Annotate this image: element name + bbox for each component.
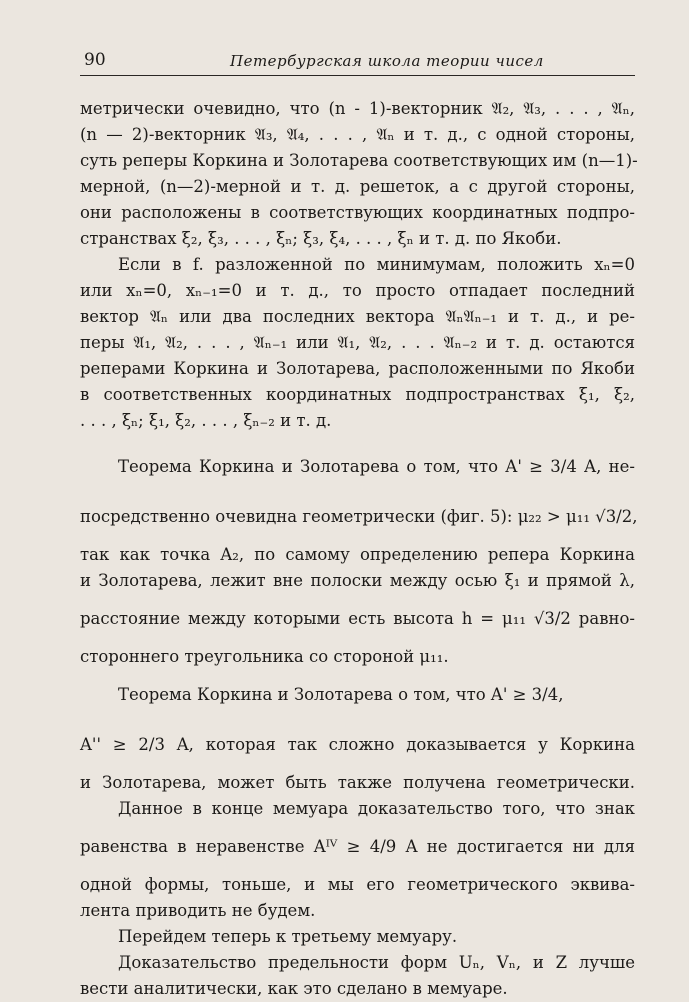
text-line: равенства в неравенстве Aᴵⱽ ≥ 4/9 A не достигается ни для bbox=[80, 837, 635, 856]
text-line: Данное в конце мемуара доказательство того, что знак bbox=[118, 799, 635, 818]
running-title: Петербургская школа теории чисел bbox=[230, 52, 544, 70]
text-line: перы 𝔄₁, 𝔄₂, . . . , 𝔄ₙ₋₁ или 𝔄₁, 𝔄₂, . . . 𝔄ₙ₋₂ и т. д. остаются bbox=[80, 333, 635, 352]
text-line: реперами Коркина и Золотарева, расположенными по Якоби bbox=[80, 359, 635, 378]
text-line: A'' ≥ 2/3 A, которая так сложно доказывается у Коркина bbox=[80, 735, 635, 754]
page-header bbox=[80, 46, 635, 76]
text-line: посредственно очевидна геометрически (фиг. 5): μ₂₂ > μ₁₁ √3/2, bbox=[80, 507, 638, 526]
page-number: 90 bbox=[84, 50, 106, 70]
text-line: стороннего треугольника со стороной μ₁₁. bbox=[80, 647, 449, 666]
text-line: они расположены в соответствующих координатных подпро- bbox=[80, 203, 635, 222]
text-line: Теорема Коркина и Золотарева о том, что A' ≥ 3/4, bbox=[118, 685, 564, 704]
text-line: (n — 2)-векторник 𝔄₃, 𝔄₄, . . . , 𝔄ₙ и т. д., с одной стороны, bbox=[80, 125, 635, 144]
text-line: суть реперы Коркина и Золотарева соответствующих им (n—1)- bbox=[80, 151, 638, 170]
text-line: вести аналитически, как это сделано в мемуаре. bbox=[80, 979, 508, 998]
text-line: лента приводить не будем. bbox=[80, 901, 316, 920]
text-line: и Золотарева, лежит вне полоски между осью ξ₁ и прямой λ, bbox=[80, 571, 635, 590]
text-line: или xₙ=0, xₙ₋₁=0 и т. д., то просто отпадает последний bbox=[80, 281, 635, 300]
text-line: в соответственных координатных подпространствах ξ₁, ξ₂, bbox=[80, 385, 635, 404]
text-line: Перейдем теперь к третьему мемуару. bbox=[118, 927, 458, 946]
text-line: одной формы, тоньше, и мы его геометрического эквива- bbox=[80, 875, 635, 894]
text-line: Доказательство предельности форм Uₙ, Vₙ, и Z лучше bbox=[118, 953, 635, 972]
text-line: и Золотарева, может быть также получена геометрически. bbox=[80, 773, 635, 792]
page-body bbox=[80, 96, 638, 1002]
text-line: расстояние между которыми есть высота h = μ₁₁ √3/2 равно- bbox=[80, 609, 635, 628]
text-line: . . . , ξₙ; ξ₁, ξ₂, . . . , ξₙ₋₂ и т. д. bbox=[80, 411, 332, 430]
text-line: метрически очевидно, что (n - 1)-векторник 𝔄₂, 𝔄₃, . . . , 𝔄ₙ, bbox=[80, 99, 635, 118]
text-line: Если в f. разложенной по минимумам, положить xₙ=0 bbox=[118, 255, 635, 274]
text-line: странствах ξ₂, ξ₃, . . . , ξₙ; ξ₃, ξ₄, . . . , ξₙ и т. д. по Якоби. bbox=[80, 229, 562, 248]
text-line: так как точка A₂, по самому определению репера Коркина bbox=[80, 545, 635, 564]
header-rule bbox=[80, 75, 635, 76]
text-line: мерной, (n—2)-мерной и т. д. решеток, а с другой стороны, bbox=[80, 177, 635, 196]
text-line: Теорема Коркина и Золотарева о том, что A' ≥ 3/4 A, не- bbox=[118, 457, 635, 476]
text-line: вектор 𝔄ₙ или два последних вектора 𝔄ₙ𝔄ₙ₋₁ и т. д., и ре- bbox=[80, 307, 635, 326]
